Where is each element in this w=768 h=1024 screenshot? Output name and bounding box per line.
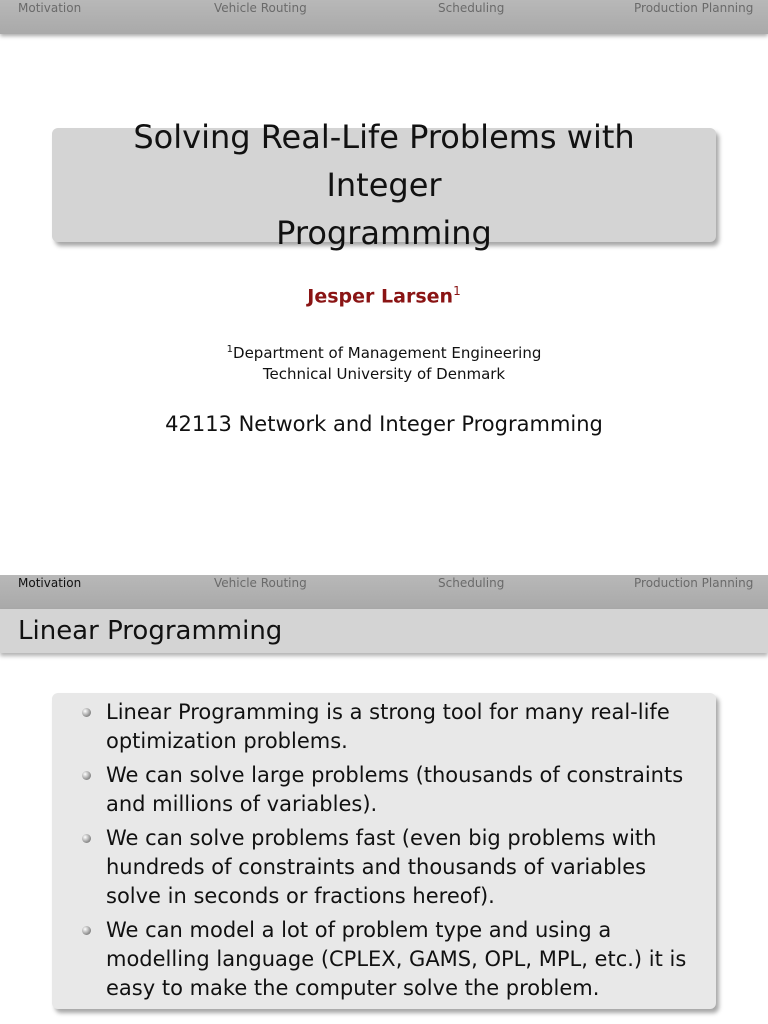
list-item <box>82 761 702 819</box>
title-box <box>52 118 716 252</box>
course-name: 42113 Network and Integer Programming <box>165 412 603 436</box>
bullet-text: We can solve problems fast (even big problems with hundreds of constraints and thousands of variables solve in seconds or fractions hereof). <box>106 826 657 908</box>
nav-item-motivation[interactable]: Motivation <box>18 1 82 15</box>
nav-item-production-planning[interactable]: Production Planning <box>634 576 754 590</box>
title-line-1: Solving Real-Life Problems with Integer <box>133 118 635 204</box>
bullet-ball-icon <box>82 926 91 935</box>
nav-item-vehicle-routing[interactable]: Vehicle Routing <box>214 1 307 15</box>
presentation-title <box>84 113 684 257</box>
content-box <box>52 693 716 1009</box>
author-footnote-mark: 1 <box>453 284 461 298</box>
title-line-2: Programming <box>276 214 492 252</box>
bullet-ball-icon <box>82 771 91 780</box>
nav-item-production-planning[interactable]: Production Planning <box>634 1 754 15</box>
section-navbar <box>0 0 768 34</box>
frame-title-bar <box>0 609 768 653</box>
nav-item-vehicle-routing[interactable]: Vehicle Routing <box>214 576 307 590</box>
frame-title: Linear Programming <box>18 616 283 646</box>
affiliation-footnote-mark: 1 <box>226 344 234 355</box>
bullet-list <box>82 698 702 1008</box>
bullet-text: We can model a lot of problem type and using a modelling language (CPLEX, GAMS, OPL, MPL, etc.) it is easy to make the computer solve the problem. <box>106 918 687 1000</box>
affiliation-line-2: Technical University of Denmark <box>262 365 506 383</box>
linear-programming-slide <box>0 575 768 1024</box>
affiliation-department: Department of Management Engineering <box>233 344 542 362</box>
author-name <box>0 284 768 307</box>
bullet-ball-icon <box>82 834 91 843</box>
list-item <box>82 698 702 756</box>
bullet-text: We can solve large problems (thousands of constraints and millions of variables). <box>106 763 684 816</box>
affiliation-line-1 <box>0 344 768 362</box>
author-text: Jesper Larsen <box>307 285 454 308</box>
section-navbar <box>0 575 768 609</box>
list-item <box>82 824 702 911</box>
list-item <box>82 916 702 1003</box>
nav-item-motivation[interactable]: Motivation <box>18 576 82 590</box>
bullet-ball-icon <box>82 708 91 717</box>
nav-item-scheduling[interactable]: Scheduling <box>438 576 505 590</box>
nav-item-scheduling[interactable]: Scheduling <box>438 1 505 15</box>
bullet-text: Linear Programming is a strong tool for many real-life optimization problems. <box>106 700 670 753</box>
